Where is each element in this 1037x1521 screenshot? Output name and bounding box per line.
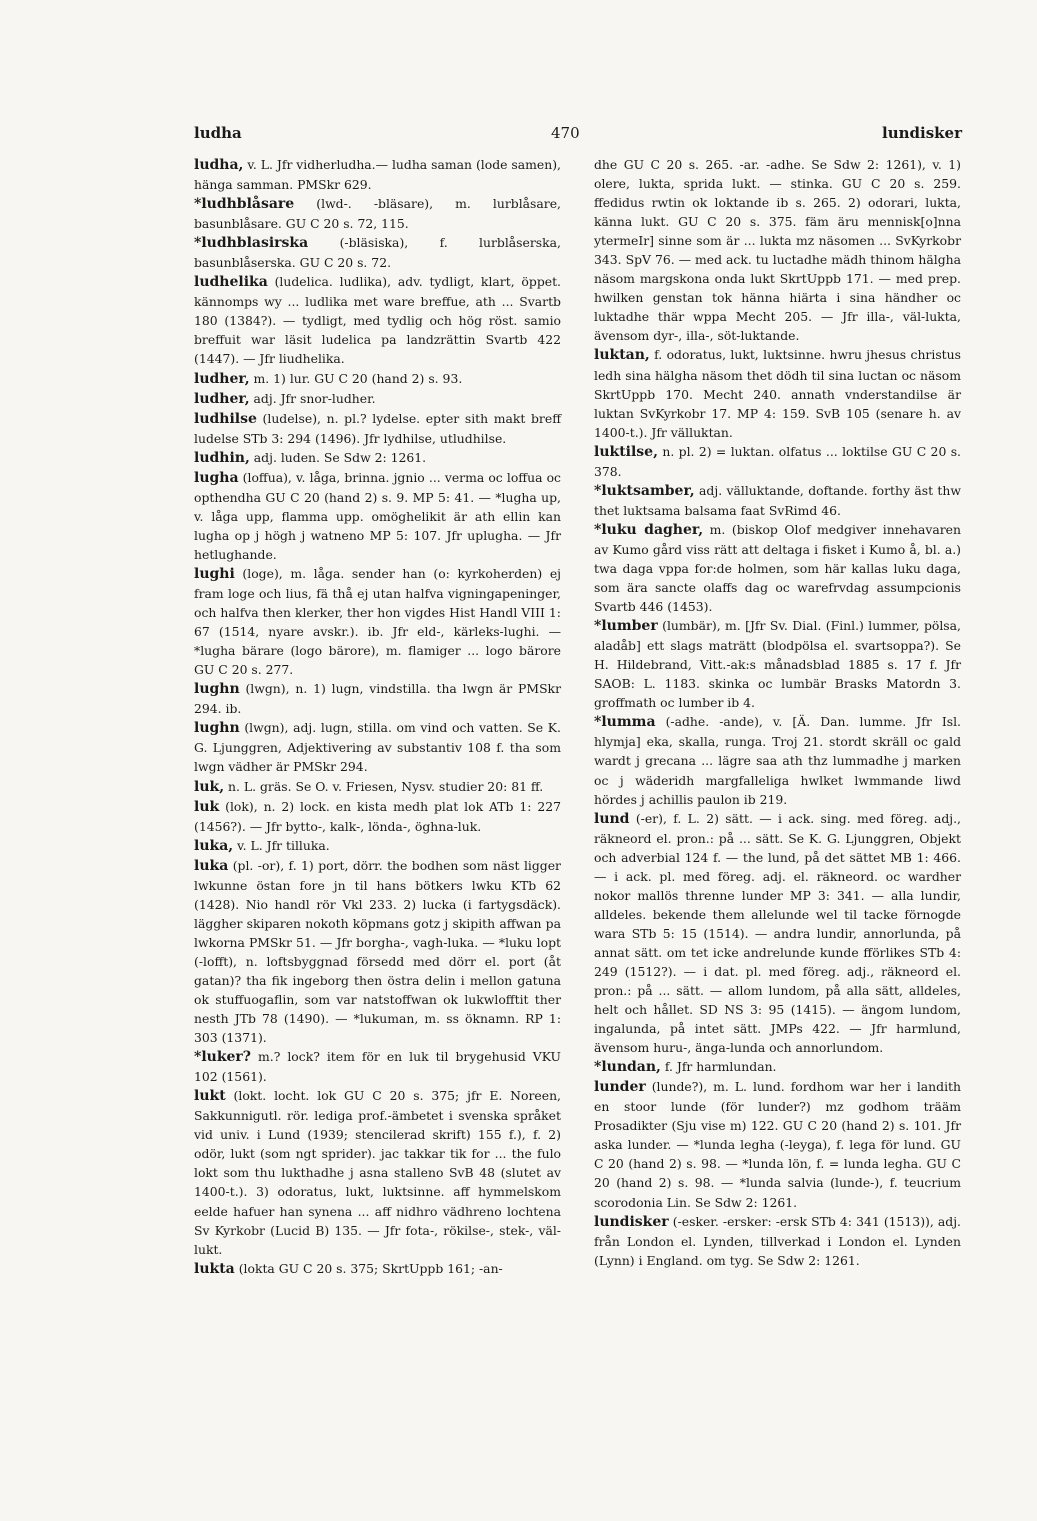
dictionary-entry [194, 797, 561, 836]
entry-text: (ludelica. ludlika), adv. tydligt, klart, öppet. kännomps wy ... ludlika met ware breffue, ath ... Svartb 180 (1384?). — tydligt, med tydlig och hög röst. samio breffuit war läsit ludelica pa landzrättin Svartb 422 (1447). — Jfr liudhelika. [194, 274, 561, 367]
entry-text: f. odoratus, lukt, luktsinne. hwru jhesus christus ledh sina hälgha näsom thet dödh til sina luctan oc näsom SkrtUppb 170. Mecht 240. annath vnderstandilse är luktan SvKyrkobr 17. MP 4: 159. SvB 105 (senare h. av 1400-t.). Jfr välluktan. [594, 347, 961, 440]
dictionary-entry [194, 564, 561, 679]
entry-text: f. Jfr harmlundan. [660, 1059, 777, 1075]
entry-text: (lwgn), n. 1) lugn, vindstilla. tha lwgn är PMSkr 294. ib. [194, 681, 561, 717]
entry-text: m. (biskop Olof medgiver innehavaren av Kumo gård viss rätt att deltaga i fisket i Kumo å, bl. a.) twa daga vppa for:de holmen, som här kallas luku daga, som ära sancte olaffs dag oc warefrvdag assumpcionis Svartb 446 (1453). [594, 521, 961, 615]
dictionary-entry [194, 836, 561, 856]
entry-headword: *ludhblåsare [194, 196, 295, 213]
entry-text: (ludelse), n. pl.? lydelse. epter sith makt breff ludelse STb 3: 294 (1496). Jfr lydhilse, utludhilse. [194, 410, 561, 446]
entry-text: adj. välluktande, doftande. forthy äst thw thet luktsama balsama faat SvRimd 46. [594, 482, 961, 518]
entry-text: (pl. -or), f. 1) port, dörr. the bodhen som näst ligger lwkunne östan fore jn til hans bötkers lwku KTb 62 (1428). Nio handl rör Vkl 233. 2) lucka (i fartygsdäck). läggher skiparen nokoth köpmans gotz j skipith affwan pa lwkorna PMSkr 51. — Jfr borgha-, vagh-luka. — *luku lopt (-lofft), n. loftsbyggnad försedd med dörr el. port (åt gatan)? tha fik ingeborg then östra delin i mellon gatuna ok stuffuogaflin, som var natstoffwan ok lukwlofftit ther nesth JTb 78 (1490). — *lukuman, m. ss öknamn. RP 1: 303 (1371). [194, 857, 561, 1046]
header-first-word: ludha [194, 124, 242, 142]
entry-headword: luk [194, 798, 220, 815]
dictionary-entry [594, 712, 961, 808]
entry-headword: lukt [194, 1088, 226, 1105]
dictionary-entry [194, 679, 561, 718]
entry-headword: *ludhblasirska [194, 235, 309, 252]
page-header [194, 124, 962, 144]
entry-text: m.? lock? item för en luk til brygehusid VKU 102 (1561). [194, 1049, 561, 1085]
entry-headword: lughn [194, 681, 240, 698]
dictionary-entry [194, 448, 561, 468]
dictionary-entry [194, 233, 561, 272]
entry-text: (loffua), v. låga, brinna. jgnio ... verma oc loffua oc opthendha GU C 20 (hand 2) s. 9. MP 5: 41. — *lugha up, v. låga upp, flamma upp. omöghelikit är ath ellin kan lugha op j högh j watneno MP 5: 107. Jfr uplugha. — Jfr hetlughande. [194, 469, 561, 562]
entry-text: (lokta GU C 20 s. 375; SkrtUppb 161; -an- [234, 1260, 503, 1276]
entry-headword: *lundan, [594, 1059, 661, 1076]
entry-headword: luk, [194, 778, 225, 795]
entry-text: v. L. Jfr vidherludha.— ludha saman (lode samen), hänga samman. PMSkr 629. [194, 157, 561, 193]
entry-text: (lwd-. -bläsare), m. lurblåsare, basunblåsare. GU C 20 s. 72, 115. [194, 196, 561, 232]
left-column [194, 155, 561, 1279]
dictionary-entry [194, 155, 561, 194]
dictionary-entry [194, 856, 561, 1047]
dictionary-entry [594, 1212, 961, 1270]
entry-headword: lukta [194, 1260, 235, 1277]
dictionary-entry [194, 369, 561, 389]
entry-text: v. L. Jfr tilluka. [233, 837, 330, 853]
dictionary-entry [194, 468, 561, 564]
right-column [594, 155, 961, 1270]
entry-headword: *luku dagher, [594, 521, 704, 538]
entry-headword: ludher, [194, 390, 250, 407]
entry-text: (lok), n. 2) lock. en kista medh plat lok ATb 1: 227 (1456?). — Jfr bytto-, kalk-, lönda-, öghna-luk. [194, 798, 561, 834]
entry-text: (lokt. locht. lok GU C 20 s. 375; jfr E. Noreen, Sakkunnigutl. rör. lediga prof.-ämbetet i svenska språket vid univ. i Lund (1939; stencilerad skrift) 155 f.), f. 2) odör, lukt (som ngt sprider). jac takkar tik for ... the fulo lokt som thu lukthadhe j asna stalleno SvB 48 (slutet av 1400-t.). 3) odoratus, lukt, luktsinne. aff hymmelskom eelde hafuer han synena ... aff nidhro vädhreno lochtena Sv Kyrkobr (Lucid B) 135. — Jfr fota-, rökilse-, stek-, väl-lukt. [194, 1088, 561, 1257]
dictionary-entry [194, 194, 561, 233]
entry-headword: luka, [194, 837, 234, 854]
dictionary-entry [194, 777, 561, 797]
dictionary-entry [594, 481, 961, 520]
entry-text: n. L. gräs. Se O. v. Friesen, Nysv. studier 20: 81 ff. [224, 778, 544, 794]
dictionary-entry [194, 1086, 561, 1258]
entry-headword: lughn [194, 720, 240, 737]
entry-headword: luktilse, [594, 443, 658, 460]
entry-text: (-er), f. L. 2) sätt. — i ack. sing. med föreg. adj., räkneord el. pron.: på ... sätt. Se K. G. Ljunggren, Objekt och adverbial 124 f. — the lund, på det sättet MB 1: 466. — i ack. pl. med föreg. adj. el. räkneord. oc wardher nokor mallös threnne lunder MP 3: 341. — alla lundir, alldeles. bekende them allelunde wel til tacke förnogde wara STb 5: 15 (1514). — andra lundir, annorlunda, på annat sätt. om tet icke andrelunde kunde fförlikes STb 4: 249 (1512?). — i dat. pl. med föreg. adj., räkneord el. pron.: på ... sätt. — allom lundom, på alla sätt, alldeles, helt och hållet. SD NS 3: 95 (1415). — ängom lundom, ingalunda, på intet sätt. JMPs 422. — Jfr harmlund, ävensom huru-, änga-lunda och annorlundom. [594, 810, 961, 1056]
dictionary-entry [594, 520, 961, 616]
dictionary-entry [194, 389, 561, 409]
entry-text: (lunde?), m. L. lund. fordhom war her i landith en stoor lunde (för lunder?) mz godhom trääm Prosadikter (Sju vise m) 122. GU C 20 (hand 2) s. 101. Jfr aska lunder. — *lunda legha (-leyga), f. lega för lund. GU C 20 (hand 2) s. 98. — *lunda lön, f. = lunda legha. GU C 20 (hand 2) s. 98. — *lunda salvia (lunde-), f. teucrium scorodonia Lin. Se Sdw 2: 1261. [594, 1079, 961, 1210]
entry-text: (lumbär), m. [Jfr Sv. Dial. (Finl.) lummer, pölsa, aladåb] ett slags maträtt (blodpölsa el. svartsoppa?). Se H. Hildebrand, Vitt.-ak:s månadsblad 1885 s. 17 f. Jfr SAOB: L. 1183. skinka oc lumbär Brasks Matordn 3. groffmath oc lumber ib 4. [594, 618, 961, 711]
entry-text: adj. Jfr snor-ludher. [249, 390, 376, 406]
dictionary-entry [194, 409, 561, 448]
entry-headword: *luker? [194, 1049, 252, 1066]
entry-headword: lunder [594, 1079, 646, 1096]
entry-headword: lugha [194, 469, 239, 486]
entry-text: (-bläsiska), f. lurblåserska, basunblåserska. GU C 20 s. 72. [194, 235, 561, 271]
dictionary-entry [194, 1047, 561, 1086]
entry-headword: ludhilse [194, 410, 257, 427]
dictionary-entry [594, 616, 961, 712]
entry-text: (-esker. -ersker: -ersk STb 4: 341 (1513)), adj. från London el. Lynden, tillverkad i London el. Lynden (Lynn) i England. om tyg. Se Sdw 2: 1261. [594, 1213, 961, 1268]
dictionary-entry [594, 442, 961, 481]
entry-headword: lundisker [594, 1213, 669, 1230]
entry-headword: lund [594, 810, 630, 827]
entry-headword: *lumber [594, 618, 658, 635]
entry-text: (lwgn), adj. lugn, stilla. om vind och vatten. Se K. G. Ljunggren, Adjektivering av substantiv 108 f. tha som lwgn vädher är PMSkr 294. [194, 720, 561, 775]
dictionary-entry [194, 718, 561, 776]
entry-text: adj. luden. Se Sdw 2: 1261. [249, 449, 427, 465]
dictionary-entry [194, 1259, 561, 1279]
entry-headword: ludher, [194, 370, 250, 387]
dictionary-entry [194, 272, 561, 368]
page-number: 470 [551, 124, 580, 142]
dictionary-entry [594, 345, 961, 441]
entry-text: m. 1) lur. GU C 20 (hand 2) s. 93. [249, 370, 463, 386]
dictionary-entry [594, 809, 961, 1058]
dictionary-entry [594, 1057, 961, 1077]
entry-text: dhe GU C 20 s. 265. -ar. -adhe. Se Sdw 2: 1261), v. 1) olere, lukta, sprida lukt. — stinka. GU C 20 s. 259. ffedidus rwtin ok loktande ib s. 265. 2) odorari, lukta, känna lukt. GU C 20 s. 375. fäm äru mennisk[o]nna ytermeIr] sinne som är ... lukta mz näsomen ... SvKyrkobr 343. SpV 76. — med ack. tu luctadhe mädh thinom hälgha näsom margskona onda lukt SkrtUppb 171. — med prep. hwilken genstan tok hänna hiärta i sina händher oc luktadhe thär wppa Mecht 205. — Jfr illa-, väl-lukta, ävensom dyr-, illa-, söt-luktande. [594, 157, 961, 344]
header-last-word: lundisker [882, 124, 962, 142]
dictionary-entry [594, 1077, 961, 1211]
entry-headword: luktan, [594, 347, 650, 364]
entry-headword: *luktsamber, [594, 482, 695, 499]
entry-text: n. pl. 2) = luktan. olfatus ... loktilse GU C 20 s. 378. [594, 443, 961, 479]
entry-text: (loge), m. låga. sender han (o: kyrkoherden) ej fram loge och lius, fä thå ej utan halfva vigningapeninger, och halfva then klerker, ther hon vigdes Hist Handl VIII 1: 67 (1514, nyare avskr.). ib. Jfr eld-, kärleks-lughi. — *lugha bärare (logo bärore), m. flamiger ... logo bärore GU C 20 s. 277. [194, 565, 561, 678]
entry-text: (-adhe. -ande), v. [Ä. Dan. lumme. Jfr Isl. hlymja] eka, skalla, runga. Troj 21. stordt skräll oc gald wardt j grecana ... lägre saa ath thz lummadhe j marken oc j wäderidh margfalleliga hwlket lwmmande liwd hördes j achillis paulon ib 219. [594, 714, 961, 807]
dictionary-entry [594, 155, 961, 345]
entry-headword: ludhin, [194, 449, 250, 466]
entry-headword: luka [194, 857, 229, 874]
entry-headword: ludha, [194, 157, 244, 173]
entry-headword: *lumma [594, 714, 656, 731]
entry-headword: ludhelika [194, 274, 268, 291]
entry-headword: lughi [194, 565, 235, 582]
